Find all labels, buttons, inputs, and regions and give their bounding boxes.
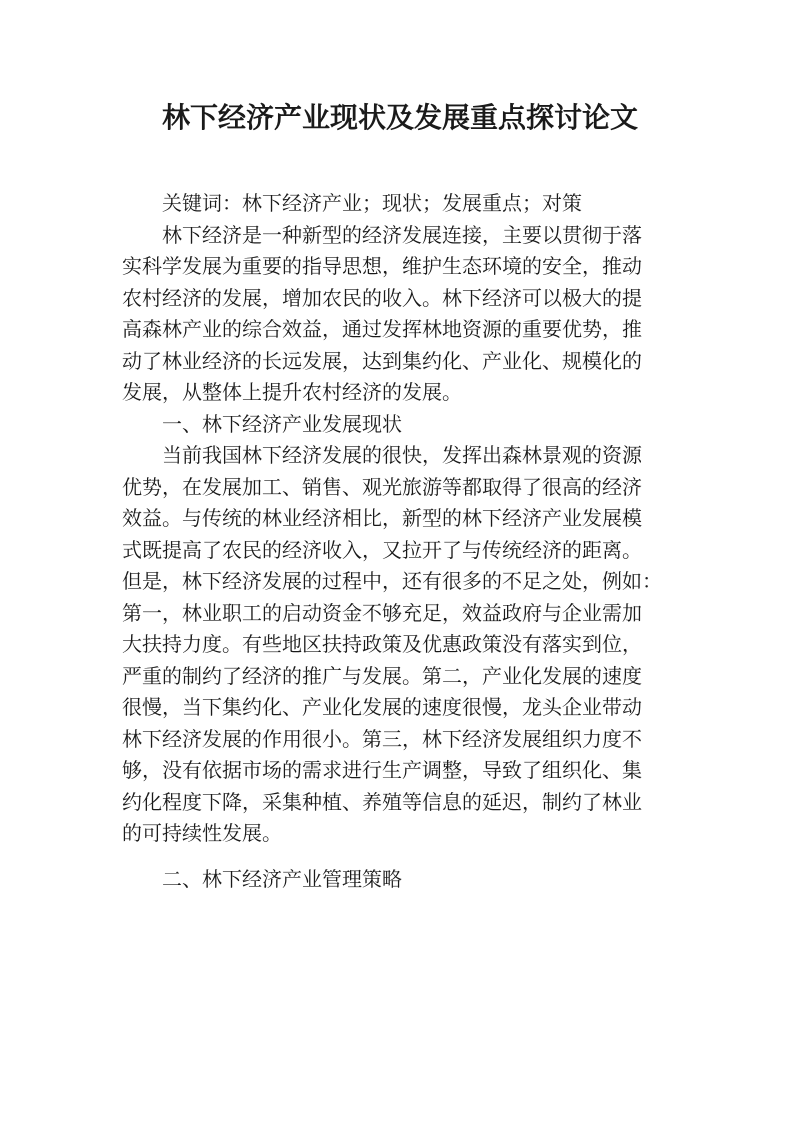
paragraph-line: 式既提高了农民的经济收入，又拉开了与传统经济的距离。	[122, 537, 642, 562]
paragraph-line: 第一，林业职工的启动资金不够充足，效益政府与企业需加	[122, 600, 642, 625]
paragraph-line: 很慢，当下集约化、产业化发展的速度很慢，龙头企业带动	[122, 695, 642, 719]
paragraph-line: 的可持续性发展。	[122, 821, 282, 845]
section-heading-1: 一、林下经济产业发展现状	[162, 411, 402, 436]
paragraph-line: 发展，从整体上提升农村经济的发展。	[122, 380, 462, 404]
paragraph-line: 实科学发展为重要的指导思想，维护生态环境的安全，推动	[122, 254, 642, 278]
paragraph-line: 林下经济是一种新型的经济发展连接，主要以贯彻于落	[162, 222, 642, 247]
paragraph-line: 高森林产业的综合效益，通过发挥林地资源的重要优势，推	[122, 317, 642, 341]
paragraph-gap	[122, 850, 680, 864]
paragraph-line: 效益。与传统的林业经济相比，新型的林下经济产业发展模	[122, 506, 642, 530]
paragraph-line: 农村经济的发展，增加农民的收入。林下经济可以极大的提	[122, 285, 642, 310]
section1-paragraph	[122, 440, 680, 850]
document-body	[122, 188, 680, 895]
paragraph-line: 林下经济发展的作用很小。第三，林下经济发展组织力度不	[122, 726, 642, 751]
intro-paragraph	[122, 220, 680, 409]
paragraph-line: 约化程度下降，采集种植、养殖等信息的延迟，制约了林业	[122, 789, 642, 814]
paragraph-line: 但是，林下经济发展的过程中，还有很多的不足之处，例如：	[122, 569, 662, 593]
paragraph-line: 当前我国林下经济发展的很快，发挥出森林景观的资源	[162, 443, 642, 467]
paragraph-line: 严重的制约了经济的推广与发展。第二，产业化发展的速度	[122, 663, 642, 688]
paragraph-line: 大扶持力度。有些地区扶持政策及优惠政策没有落实到位，	[122, 632, 642, 656]
section-heading-2: 二、林下经济产业管理策略	[162, 866, 402, 891]
document-title: 林下经济产业现状及发展重点探讨论文	[161, 101, 638, 134]
paragraph-line: 够，没有依据市场的需求进行生产调整，导致了组织化、集	[122, 758, 642, 782]
paragraph-line: 优势，在发展加工、销售、观光旅游等都取得了很高的经济	[122, 474, 642, 499]
keywords-line: 关键词：林下经济产业；现状；发展重点；对策	[162, 191, 582, 215]
paragraph-line: 动了林业经济的长远发展，达到集约化、产业化、规模化的	[122, 348, 642, 373]
